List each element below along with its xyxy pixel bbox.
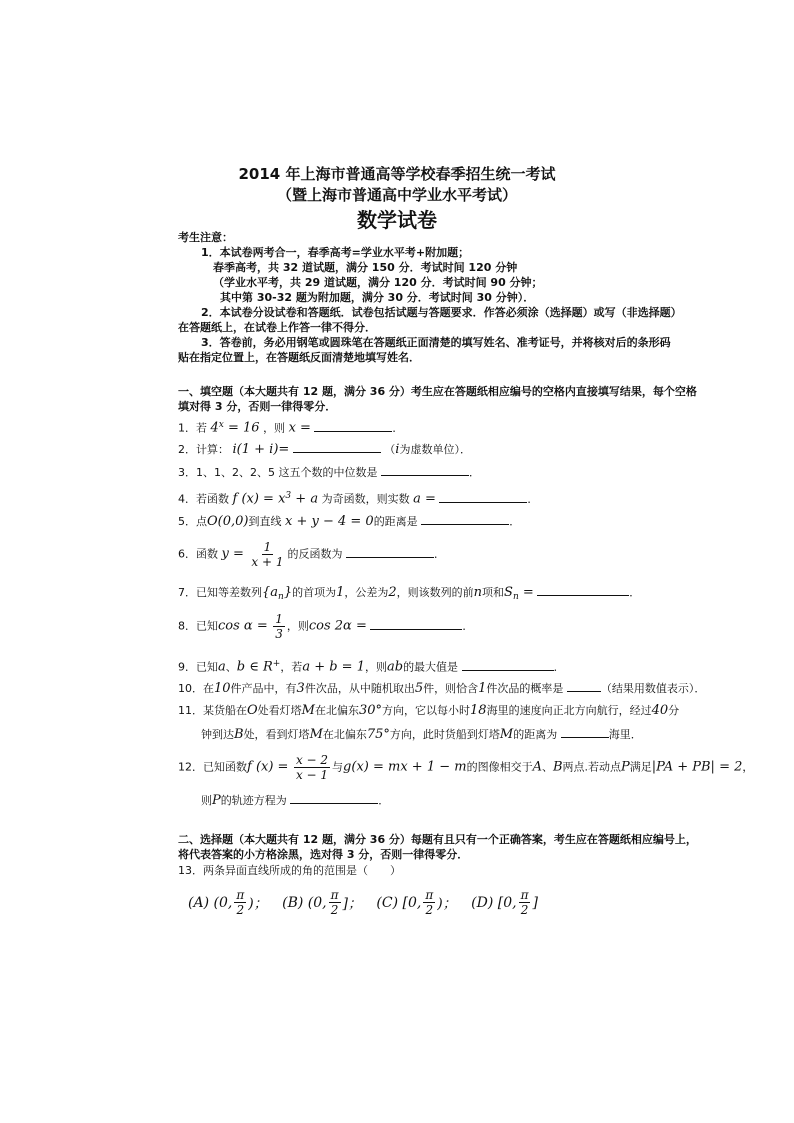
q-text: 的距离为 xyxy=(513,728,558,741)
fraction-denominator: 2 xyxy=(330,903,339,917)
q-text: ，若 xyxy=(280,660,303,674)
q-math: x = xyxy=(288,420,311,436)
q-math: 3 xyxy=(296,681,305,696)
q-math: g(x) = mx + 1 − m xyxy=(343,759,467,775)
section1-heading: 一、填空题（本大题共有 12 题，满分 36 分）考生应在答题纸相应编号的空格内直接填写结果，每个空格 xyxy=(178,385,697,398)
q-math: + xyxy=(272,659,281,669)
fraction-numerator: π xyxy=(425,888,434,902)
q-text: 的距离是 xyxy=(373,515,418,528)
q-text: 7．已知等差数列 xyxy=(178,586,262,599)
notice-heading: 考生注意： xyxy=(178,231,233,244)
q-text: ． xyxy=(509,515,521,528)
answer-blank xyxy=(314,421,392,432)
q-math: 5 xyxy=(414,681,424,696)
question-6 xyxy=(178,540,445,569)
q-text: 处，看到灯塔 xyxy=(243,728,310,741)
q-math: |PA + PB| = 2 xyxy=(651,759,743,775)
option-d xyxy=(471,888,538,917)
q-math: cos 2α = xyxy=(308,618,367,634)
q-text: ，公差为 xyxy=(344,586,389,599)
q-math: O xyxy=(247,703,258,718)
q-text: 则 xyxy=(201,794,212,807)
q-text: 2．计算： xyxy=(178,443,229,456)
section1-heading-cont: 填对得 3 分，否则一律得零分． xyxy=(178,400,337,413)
q-text: 两点.若动点 xyxy=(562,760,622,774)
q-text: 钟到达 xyxy=(201,728,234,741)
q-math: 1 xyxy=(478,681,487,696)
answer-blank xyxy=(439,492,527,503)
q-math: a + b = 1 xyxy=(302,659,365,675)
notice-line: （学业水平考，共 29 道试题，满分 120 分．考试时间 90 分钟； xyxy=(213,276,543,289)
q-math: n xyxy=(278,592,284,603)
q-math: M xyxy=(309,727,323,742)
fraction-numerator: 1 xyxy=(263,540,272,554)
option-close: ]； xyxy=(342,895,362,912)
fraction xyxy=(234,888,246,917)
fraction-denominator: 2 xyxy=(425,903,434,917)
q-text: 分 xyxy=(668,704,680,717)
option-label: (D) [0, xyxy=(471,894,517,911)
q-text: 在北偏东 xyxy=(314,704,359,717)
q-math: B xyxy=(552,759,563,775)
q-text: ，则 xyxy=(263,421,286,435)
question-13: 13．两条异面直线所成的角的范围是（ ） xyxy=(178,864,401,877)
q-text: ． xyxy=(629,586,641,599)
notice-line: 在答题纸上，在试卷上作答一律不得分． xyxy=(178,321,376,334)
q-math: 75° xyxy=(366,727,390,742)
q-math: x + y − 4 = 0 xyxy=(284,514,374,529)
q-text: 8．已知 xyxy=(178,619,218,633)
question-11-cont xyxy=(201,727,642,742)
q-math: M xyxy=(499,727,514,742)
question-3 xyxy=(178,465,480,480)
q-math: P xyxy=(212,793,221,808)
fraction-numerator: π xyxy=(330,888,339,902)
fraction-numerator: π xyxy=(520,888,529,902)
q-text: 、 xyxy=(541,760,553,774)
q-text: 为奇函数，则实数 xyxy=(321,492,410,506)
q-text: （ xyxy=(384,443,396,456)
q-math: B xyxy=(234,727,244,742)
option-c xyxy=(376,888,456,917)
fraction-denominator: 2 xyxy=(236,903,245,917)
q-text: 11．某货船在 xyxy=(178,704,247,717)
q-text: 到直线 xyxy=(248,515,282,528)
q-math: a = xyxy=(413,491,436,507)
q-math: O(0,0) xyxy=(207,514,249,529)
q-text: 件次品，从中随机取出 xyxy=(304,682,415,695)
q-text: 件，则恰含 xyxy=(423,682,479,695)
fraction-denominator: 2 xyxy=(520,903,529,917)
q-text: ． xyxy=(378,794,390,807)
question-12 xyxy=(178,753,753,782)
subject-title: 数学试卷 xyxy=(357,208,437,232)
q-math: b ∈ R xyxy=(236,659,273,675)
option-close: ] xyxy=(532,894,538,911)
q-text: 4．若函数 xyxy=(178,492,229,506)
q-text: ． xyxy=(433,547,445,561)
q-text: 的轨迹方程为 xyxy=(220,794,287,807)
q-math: ab xyxy=(386,659,404,675)
q-text: 的图像相交于 xyxy=(466,760,533,774)
q-math: 1 xyxy=(336,585,345,600)
notice-line: 1．本试卷两考合一，春季高考=学业水平考+附加题； xyxy=(201,246,470,259)
q-text: 12．已知函数 xyxy=(178,760,247,774)
q-math: 18 xyxy=(470,703,487,718)
fraction xyxy=(329,888,341,917)
question-12-cont xyxy=(201,793,389,808)
q-math: a xyxy=(218,659,226,675)
q-text: 5．点 xyxy=(178,515,207,528)
q-math: 10 xyxy=(214,681,231,696)
q-text: ． xyxy=(527,492,539,506)
answer-blank xyxy=(421,514,509,525)
q-math: x xyxy=(218,420,224,430)
question-1 xyxy=(178,418,403,436)
exam-subtitle: （暨上海市普通高中学业水平考试） xyxy=(276,186,517,204)
q-math: = 16 xyxy=(223,420,260,436)
q-text: 海里的速度向正北方向航行，经过 xyxy=(486,704,652,717)
q-text: 6．函数 xyxy=(178,547,218,561)
fraction-denominator: x + 1 xyxy=(251,555,284,569)
q-text: 处看灯塔 xyxy=(257,704,302,717)
answer-blank xyxy=(537,585,629,596)
answer-blank xyxy=(346,547,434,558)
q-math: f (x) = x xyxy=(232,491,286,507)
q-text: ． xyxy=(469,466,480,479)
q-text: 的反函数为 xyxy=(287,547,343,561)
q-math: = xyxy=(518,585,534,600)
q-math: M xyxy=(301,703,315,718)
answer-blank xyxy=(462,660,554,671)
fraction-numerator: π xyxy=(236,888,245,902)
question-9 xyxy=(178,657,565,675)
fraction xyxy=(249,540,285,569)
question-5 xyxy=(178,514,520,529)
option-b xyxy=(282,888,362,917)
section2-heading: 二、选择题（本大题共有 12 题，满分 36 分）每题有且只有一个正确答案，考生应在答题纸相应编号上， xyxy=(178,833,697,846)
fraction-denominator: x − 1 xyxy=(295,768,329,782)
fraction xyxy=(273,612,285,641)
q-text: 9．已知 xyxy=(178,660,218,674)
q-text: ，则该数列的前 xyxy=(396,586,474,599)
q-math: A xyxy=(532,759,542,775)
notice-line: 3．答卷前，务必用钢笔或圆珠笔在答题纸正面清楚的填写姓名、准考证号，并将核对后的条形码 xyxy=(201,336,671,349)
q-text: 方向，它以每小时 xyxy=(382,704,471,717)
q-math: 2 xyxy=(388,585,397,600)
section2-heading-cont: 将代表答案的小方格涂黑，选对得 3 分，否则一律得零分． xyxy=(178,848,469,861)
q-math: 3 xyxy=(285,491,292,501)
fraction xyxy=(294,753,330,782)
q-math: cos α = xyxy=(218,618,268,634)
q-math: i xyxy=(395,442,400,457)
q-text: 满足 xyxy=(629,760,652,774)
fraction-denominator: 3 xyxy=(275,627,283,641)
q-math: } xyxy=(283,585,293,600)
answer-blank xyxy=(561,727,609,738)
q-math: {a xyxy=(262,585,279,600)
question-8 xyxy=(178,612,473,641)
q-text: 项和 xyxy=(482,586,505,599)
q-text: ，则 xyxy=(286,619,309,633)
fraction-numerator: 1 xyxy=(275,612,283,626)
option-label: (C) [0, xyxy=(376,894,422,911)
q-text: 海里． xyxy=(608,728,642,741)
q-math: 40 xyxy=(651,703,669,718)
q-math: 4 xyxy=(210,420,219,436)
q-text: 的最大值是 xyxy=(403,660,459,674)
fraction xyxy=(423,888,435,917)
q-text: 1．若 xyxy=(178,421,207,435)
q-math: n xyxy=(473,585,483,600)
question-11 xyxy=(178,704,679,718)
q-text: 10．在 xyxy=(178,682,214,695)
q-math: P xyxy=(621,759,630,775)
q-text: ， xyxy=(742,760,754,774)
question-7 xyxy=(178,585,640,604)
answer-blank xyxy=(290,793,378,804)
option-label: (A) (0, xyxy=(188,894,233,911)
option-label: (B) (0, xyxy=(282,894,327,911)
fraction-numerator: x − 2 xyxy=(295,753,329,767)
q-text: ． xyxy=(553,660,565,674)
question-10 xyxy=(178,681,705,696)
q-text: （结果用数值表示）． xyxy=(600,682,706,695)
notice-line: 2．本试卷分设试卷和答题纸．试卷包括试题与答题要求．作答必须涂（选择题）或写（非选择题） xyxy=(201,306,682,319)
q-text: ． xyxy=(462,619,474,633)
q-text: 为虚数单位）． xyxy=(399,443,471,456)
q-text: ，则 xyxy=(364,660,387,674)
q-math: i(1 + i)= xyxy=(232,442,290,457)
q-text: 与 xyxy=(332,760,344,774)
answer-blank xyxy=(370,619,462,630)
option-close: )； xyxy=(437,895,457,912)
q-text: 件次品的概率是 xyxy=(486,682,564,695)
question-4 xyxy=(178,489,538,507)
question-13-options xyxy=(188,888,548,917)
answer-blank xyxy=(293,442,381,453)
exam-title: 2014 年上海市普通高等学校春季招生统一考试 xyxy=(238,165,556,183)
q-text: 的首项为 xyxy=(292,586,337,599)
q-math: 30° xyxy=(358,703,383,718)
q-math: y = xyxy=(221,546,244,562)
option-a xyxy=(188,888,268,917)
q-text: 在北偏东 xyxy=(322,728,367,741)
q-text: 方向，此时货船到灯塔 xyxy=(389,728,500,741)
notice-line: 贴在指定位置上，在答题纸反面清楚地填写姓名． xyxy=(178,351,420,364)
notice-line: 其中第 30-32 题为附加题，满分 30 分．考试时间 30 分钟）． xyxy=(220,291,535,304)
q-text: 件产品中，有 xyxy=(230,682,297,695)
q-math: f (x) = xyxy=(247,759,289,775)
q-text: 、 xyxy=(225,660,237,674)
q-math: S xyxy=(504,585,513,600)
q-text: 3．1、1、2、2、5 这五个数的中位数是 xyxy=(178,466,378,479)
answer-blank xyxy=(567,681,601,692)
answer-blank xyxy=(381,465,469,476)
notice-line: 春季高考，共 32 道试题，满分 150 分．考试时间 120 分钟 xyxy=(213,261,518,274)
q-text: ． xyxy=(392,421,404,435)
option-close: )； xyxy=(248,895,268,912)
q-math: n xyxy=(512,592,519,603)
question-2 xyxy=(178,442,471,457)
fraction xyxy=(519,888,531,917)
q-math: + a xyxy=(291,491,319,507)
